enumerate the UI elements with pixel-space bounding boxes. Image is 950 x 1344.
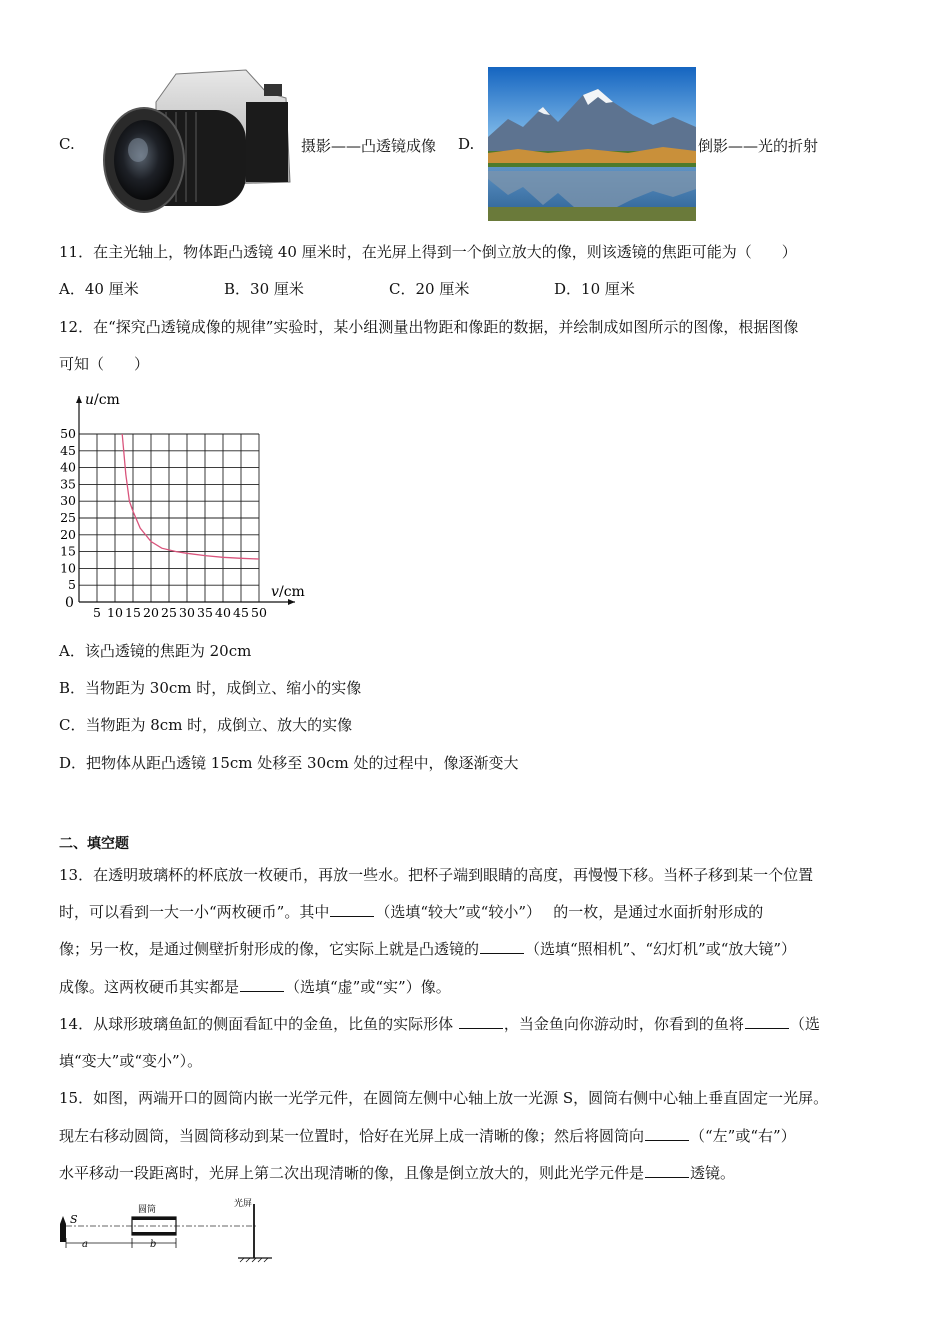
q12-option-b: B．当物距为 30cm 时，成倒立、缩小的实像 xyxy=(59,679,362,697)
b-label: b xyxy=(150,1239,157,1250)
tube-diagram xyxy=(58,1196,278,1266)
x-tick-label: 35 xyxy=(197,605,213,620)
y-tick-label: 40 xyxy=(60,459,76,475)
x-tick-label: 25 xyxy=(161,605,177,620)
a-label: a xyxy=(82,1239,88,1250)
y-axis-label-unit: /cm xyxy=(94,392,120,408)
camera-icon xyxy=(96,62,294,218)
q13-line3-b: （选填“照相机”、“幻灯机”或“放大镜”） xyxy=(525,940,797,958)
q13-line2 xyxy=(59,901,763,922)
x-tick-label: 40 xyxy=(215,605,231,620)
q14-line1-b: ，当金鱼向你游动时，你看到的鱼将 xyxy=(503,1015,744,1033)
y-tick-label: 20 xyxy=(60,526,76,542)
y-tick-label: 30 xyxy=(60,493,76,509)
y-tick-label: 10 xyxy=(60,560,76,576)
q15-line2-a: 现左右移动圆筒，当圆筒移动到某一位置时，恰好在光屏上成一清晰的像；然后将圆筒向 xyxy=(59,1127,645,1145)
q13-line4-b: （选填“虚”或“实”）像。 xyxy=(285,978,451,996)
q11-option-b: B．30 厘米 xyxy=(224,280,304,298)
q13-line2-a: 时，可以看到一大一小“两枚硬币”。其中 xyxy=(59,903,330,921)
q12-stem-line1: 12．在“探究凸透镜成像的规律”实验时，某小组测量出物距和像距的数据，并绘制成如图所示的图像，根据图像 xyxy=(59,318,799,336)
q10-option-c-label: C. xyxy=(59,135,75,153)
x-tick-label: 45 xyxy=(233,605,249,620)
q10-option-d-label: D. xyxy=(458,135,475,153)
q15-line3 xyxy=(59,1162,735,1183)
y-axis-label-var: u xyxy=(85,392,95,408)
source-label: S xyxy=(70,1213,78,1226)
q10-option-d-text: 倒影——光的折射 xyxy=(698,137,819,155)
y-axis-arrow xyxy=(76,396,82,403)
q11-option-a: A．40 厘米 xyxy=(59,280,139,298)
q10-option-c-text: 摄影——凸透镜成像 xyxy=(301,137,437,155)
y-tick-label: 5 xyxy=(68,577,76,593)
q14-line1 xyxy=(59,1013,820,1034)
q11-option-c: C．20 厘米 xyxy=(389,280,470,298)
chart-grid xyxy=(79,434,259,602)
q13-line3 xyxy=(59,938,796,959)
chart-series-line xyxy=(122,434,259,559)
y-tick-label: 35 xyxy=(60,476,76,492)
q11-stem: 11．在主光轴上，物体距凸透镜 40 厘米时，在光屏上得到一个倒立放大的像，则该透镜的焦距可能为（ ） xyxy=(59,243,797,261)
q13-blank-3[interactable] xyxy=(240,979,284,992)
q15-line3-b: 透镜。 xyxy=(690,1164,736,1182)
chart-ticks xyxy=(60,426,267,620)
q13-blank-2[interactable] xyxy=(480,941,524,954)
x-tick-label: 20 xyxy=(143,605,159,620)
q13-line2-b: （选填“较大”或“较小”） 的一枚，是通过水面折射形成的 xyxy=(375,903,764,921)
x-tick-label: 30 xyxy=(179,605,195,620)
screen-label: 光屏 xyxy=(234,1199,253,1209)
uv-chart xyxy=(55,385,315,620)
tube-label: 圆筒 xyxy=(138,1205,157,1215)
q15-line1: 15．如图，两端开口的圆筒内嵌一光学元件，在圆筒左侧中心轴上放一光源 S，圆筒右侧中心轴上垂直固定一光屏。 xyxy=(59,1089,829,1107)
q15-line2 xyxy=(59,1125,796,1146)
q14-line2: 填“变大”或“变小”）。 xyxy=(59,1052,203,1070)
q15-blank-2[interactable] xyxy=(645,1165,689,1178)
q15-line2-b: （“左”或“右”） xyxy=(690,1127,796,1145)
q15-blank-1[interactable] xyxy=(645,1128,689,1141)
x-tick-label: 50 xyxy=(251,605,267,620)
q13-line1: 13．在透明玻璃杯的杯底放一枚硬币，再放一些水。把杯子端到眼睛的高度，再慢慢下移。当杯子移到某一个位置 xyxy=(59,866,814,884)
q14-line1-a: 14．从球形玻璃鱼缸的侧面看缸中的金鱼，比鱼的实际形体 xyxy=(59,1015,458,1033)
q13-line4-a: 成像。这两枚硬币其实都是 xyxy=(59,978,240,996)
q12-option-d: D．把物体从距凸透镜 15cm 处移至 30cm 处的过程中，像逐渐变大 xyxy=(59,754,519,772)
section-title: 二、填空题 xyxy=(59,836,129,852)
q14-blank-1[interactable] xyxy=(459,1016,503,1029)
origin-label: 0 xyxy=(65,595,74,611)
light-source-icon xyxy=(60,1216,66,1242)
y-tick-label: 25 xyxy=(60,510,76,525)
q14-blank-2[interactable] xyxy=(745,1016,789,1029)
q11-option-d: D．10 厘米 xyxy=(554,280,635,298)
x-tick-label: 10 xyxy=(107,605,123,620)
x-axis-label-unit: /cm xyxy=(279,584,305,600)
x-axis-label-var: v xyxy=(271,584,279,600)
q13-line3-a: 像；另一枚，是通过侧壁折射形成的像，它实际上就是凸透镜的 xyxy=(59,940,480,958)
q13-line4 xyxy=(59,976,451,997)
q12-option-c: C．当物距为 8cm 时，成倒立、放大的实像 xyxy=(59,716,353,734)
y-tick-label: 45 xyxy=(60,442,76,458)
x-tick-label: 5 xyxy=(93,605,101,620)
q15-line3-a: 水平移动一段距离时，光屏上第二次出现清晰的像，且像是倒立放大的，则此光学元件是 xyxy=(59,1164,645,1182)
mountain-lake-icon xyxy=(488,67,696,221)
q12-option-a: A．该凸透镜的焦距为 20cm xyxy=(59,642,252,660)
y-tick-label: 15 xyxy=(60,543,76,559)
chart-axes xyxy=(76,396,295,605)
q14-line1-c: （选 xyxy=(789,1015,820,1033)
q13-blank-1[interactable] xyxy=(330,904,374,917)
y-tick-label: 50 xyxy=(60,426,76,441)
q12-stem-line2: 可知（ ） xyxy=(59,355,150,373)
x-tick-label: 15 xyxy=(125,605,141,620)
